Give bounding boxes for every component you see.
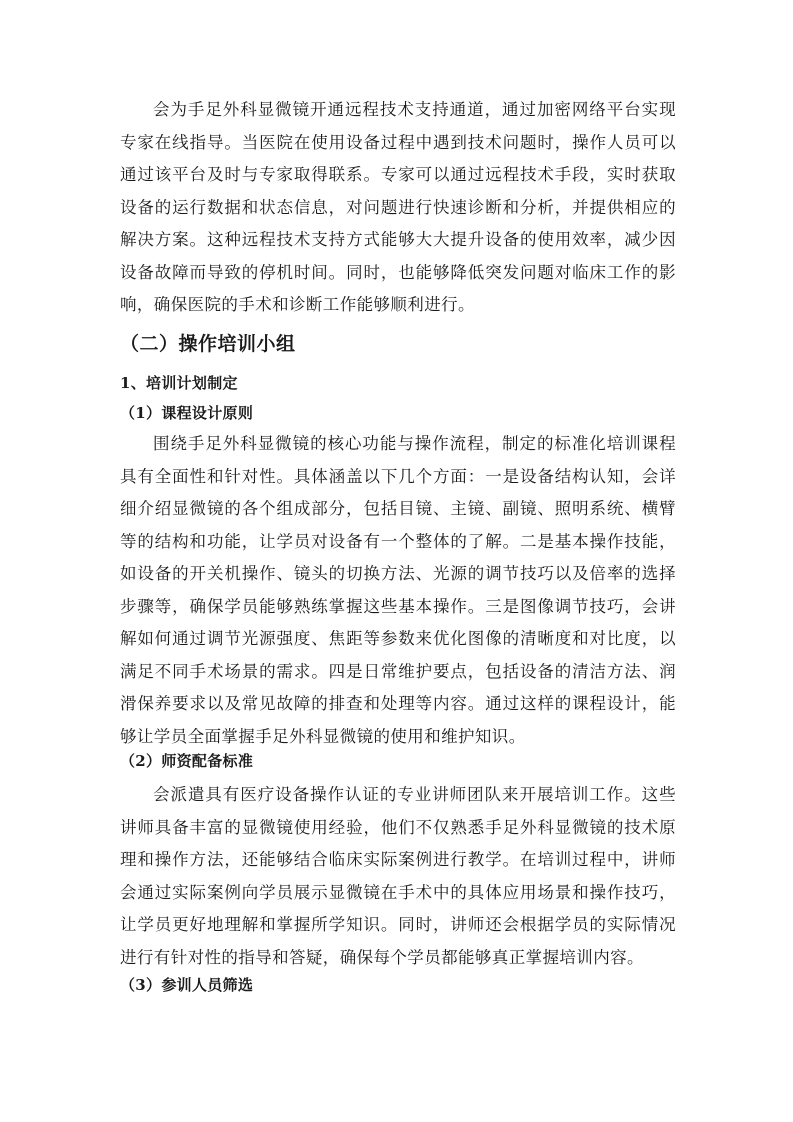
section-heading: （二）操作培训小组	[120, 333, 296, 355]
intro-paragraph: 会为手足外科显微镜开通远程技术支持通道，通过加密网络平台实现专家在线指导。当医院在使用设备过程中遇到技术问题时，操作人员可以通过该平台及时与专家取得联系。专家可以通过远程技术手段，实时获取设备的运行数据和状态信息，对问题进行快速诊断和分析，并提供相应的解决方案。这种远程技术支持方式能够大大提升设备的使用效率，减少因设备故障而导致的停机时间。同时，也能够降低突发问题对临床工作的影响，确保医院的手术和诊断工作能够顺利进行。	[120, 100, 676, 314]
item1-paragraph: 围绕手足外科显微镜的核心功能与操作流程，制定的标准化培训课程具有全面性和针对性。具体涵盖以下几个方面：一是设备结构认知，会详细介绍显微镜的各个组成部分，包括目镜、主镜、副镜、照明系统、横臂等的结构和功能，让学员对设备有一个整体的了解。二是基本操作技能，如设备的开关机操作、镜头的切换方法、光源的调节技巧以及倍率的选择步骤等，确保学员能够熟练掌握这些基本操作。三是图像调节技巧，会讲解如何通过调节光源强度、焦距等参数来优化图像的清晰度和对比度，以满足不同手术场景的需求。四是日常维护要点，包括设备的清洁方法、润滑保养要求以及常见故障的排查和处理等内容。通过这样的课程设计，能够让学员全面掌握手足外科显微镜的使用和维护知识。	[120, 434, 676, 746]
item1-heading: （1）课程设计原则	[120, 404, 254, 422]
intro-section	[120, 94, 676, 322]
item2-section	[120, 779, 676, 974]
item1-section	[120, 428, 676, 753]
subsection-heading: 1、培训计划制定	[120, 374, 238, 392]
item3-heading: （3）参训人员筛选	[120, 976, 254, 994]
item2-paragraph: 会派遣具有医疗设备操作认证的专业讲师团队来开展培训工作。这些讲师具备丰富的显微镜使用经验，他们不仅熟悉手足外科显微镜的技术原理和操作方法，还能够结合临床实际案例进行教学。在培训过程中，讲师会通过实际案例向学员展示显微镜在手术中的具体应用场景和操作技巧，让学员更好地理解和掌握所学知识。同时，讲师还会根据学员的实际情况进行有针对性的指导和答疑，确保每个学员都能够真正掌握培训内容。	[120, 785, 676, 967]
item2-heading: （2）师资配备标准	[120, 752, 254, 770]
